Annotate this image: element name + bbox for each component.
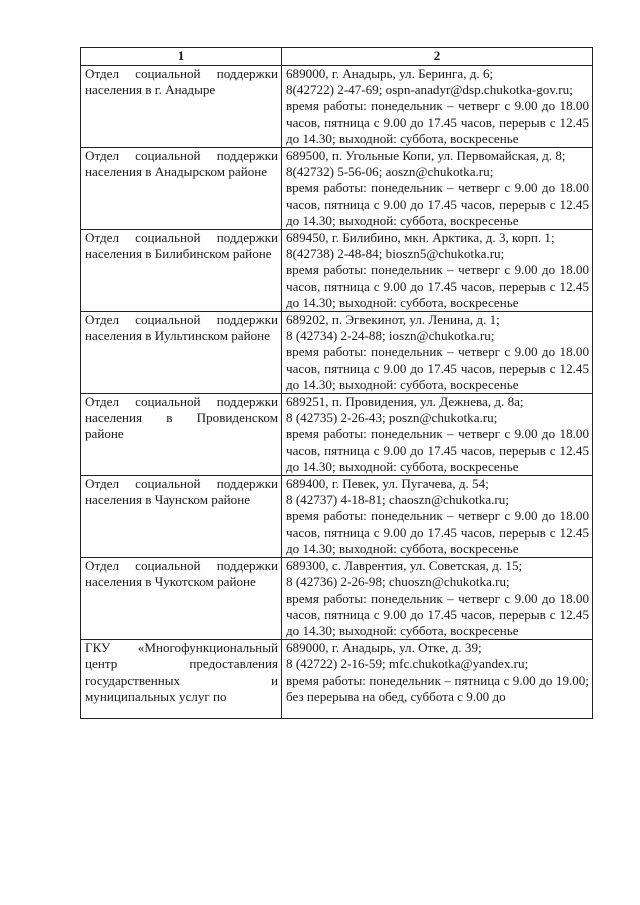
table-row: [81, 476, 593, 558]
office-hours: время работы: понедельник – четверг с 9.00 до 18.00 часов, пятница с 9.00 до 17.45 часов, перерыв с 12.45 до 14.30; выходной: суббота, воскресенье: [286, 262, 589, 310]
office-contacts: [282, 66, 593, 148]
office-name: Отдел социальной поддержки населения в Билибинском районе: [81, 230, 282, 312]
office-name: [81, 640, 282, 719]
office-contacts: [282, 230, 593, 312]
office-address: 689300, с. Лаврентия, ул. Советская, д. 15;: [286, 558, 523, 574]
office-phone-email: 8(42732) 5-56-06; aoszn@chukotka.ru;: [286, 164, 494, 180]
header-row: [81, 48, 593, 66]
office-name: Отдел социальной поддержки населения в Чаунском районе: [81, 476, 282, 558]
office-phone-email: 8 (42735) 2-26-43; poszn@chukotka.ru;: [286, 410, 498, 426]
office-address: 689450, г. Билибино, мкн. Арктика, д. 3, корп. 1;: [286, 230, 555, 246]
office-contacts: [282, 640, 593, 719]
office-contacts: [282, 476, 593, 558]
office-hours: время работы: понедельник – четверг с 9.00 до 18.00 часов, пятница с 9.00 до 17.45 часов, перерыв с 12.45 до 14.30; выходной: суббота, воскресенье: [286, 508, 589, 556]
office-name-text: ГКУ «Многофункциональный центр предоставления государственных и муниципальных услуг по: [85, 640, 278, 704]
office-contacts-text: [286, 640, 589, 718]
office-hours: время работы: понедельник – четверг с 9.00 до 18.00 часов, пятница с 9.00 до 17.45 часов, перерыв с 12.45 до 14.30; выходной: суббота, воскресенье: [286, 98, 589, 146]
office-hours: время работы: понедельник – пятница с 9.00 до 19.00; без перерыва на обед, суббота с 9.00 до: [286, 672, 589, 704]
table-row: [81, 148, 593, 230]
office-phone-email: 8 (42737) 4-18-81; chaoszn@chukotka.ru;: [286, 492, 509, 508]
table-row: [81, 394, 593, 476]
office-address: 689000, г. Анадырь, ул. Отке, д. 39;: [286, 640, 482, 656]
table-row: [81, 558, 593, 640]
office-address: 689500, п. Угольные Копи, ул. Первомайская, д. 8;: [286, 148, 566, 164]
office-hours: время работы: понедельник – четверг с 9.00 до 18.00 часов, пятница с 9.00 до 17.45 часов, перерыв с 12.45 до 14.30; выходной: суббота, воскресенье: [286, 426, 589, 474]
office-name: Отдел социальной поддержки населения в Чукотском районе: [81, 558, 282, 640]
table-row: [81, 312, 593, 394]
table-row: [81, 230, 593, 312]
office-hours: время работы: понедельник – четверг с 9.00 до 18.00 часов, пятница с 9.00 до 17.45 часов, перерыв с 12.45 до 14.30; выходной: суббота, воскресенье: [286, 344, 589, 392]
column-header-1: 1: [81, 48, 282, 66]
office-address: 689251, п. Провидения, ул. Дежнева, д. 8а;: [286, 394, 524, 410]
office-name: Отдел социальной поддержки населения в Провиденском районе: [81, 394, 282, 476]
column-header-2: 2: [282, 48, 593, 66]
table-row: [81, 640, 593, 719]
office-phone-email: 8(42738) 2-48-84; bioszn5@chukotka.ru;: [286, 246, 505, 262]
office-name: Отдел социальной поддержки населения в г. Анадыре: [81, 66, 282, 148]
office-name: Отдел социальной поддержки населения в Анадырском районе: [81, 148, 282, 230]
offices-table: [80, 47, 593, 719]
office-contacts: [282, 312, 593, 394]
office-address: 689000, г. Анадырь, ул. Беринга, д. 6;: [286, 66, 494, 81]
office-contacts: [282, 558, 593, 640]
office-contacts: [282, 394, 593, 476]
office-contacts: [282, 148, 593, 230]
office-address: 689400, г. Певек, ул. Пугачева, д. 54;: [286, 476, 489, 492]
office-hours: время работы: понедельник – четверг с 9.00 до 18.00 часов, пятница с 9.00 до 17.45 часов, перерыв с 12.45 до 14.30; выходной: суббота, воскресенье: [286, 590, 589, 638]
office-phone-email: 8 (42722) 2-16-59; mfc.chukotka@yandex.ru;: [286, 656, 529, 672]
office-name: Отдел социальной поддержки населения в Иультинском районе: [81, 312, 282, 394]
office-hours: время работы: понедельник – четверг с 9.00 до 18.00 часов, пятница с 9.00 до 17.45 часов, перерыв с 12.45 до 14.30; выходной: суббота, воскресенье: [286, 180, 589, 228]
office-phone-email: 8(42722) 2-47-69; ospn-anadyr@dsp.chukotka-gov.ru;: [286, 82, 573, 98]
table-row: [81, 66, 593, 148]
office-phone-email: 8 (42734) 2-24-88; ioszn@chukotka.ru;: [286, 328, 495, 344]
office-address: 689202, п. Эгвекинот, ул. Ленина, д. 1;: [286, 312, 500, 328]
office-phone-email: 8 (42736) 2-26-98; chuoszn@chukotka.ru;: [286, 574, 510, 590]
